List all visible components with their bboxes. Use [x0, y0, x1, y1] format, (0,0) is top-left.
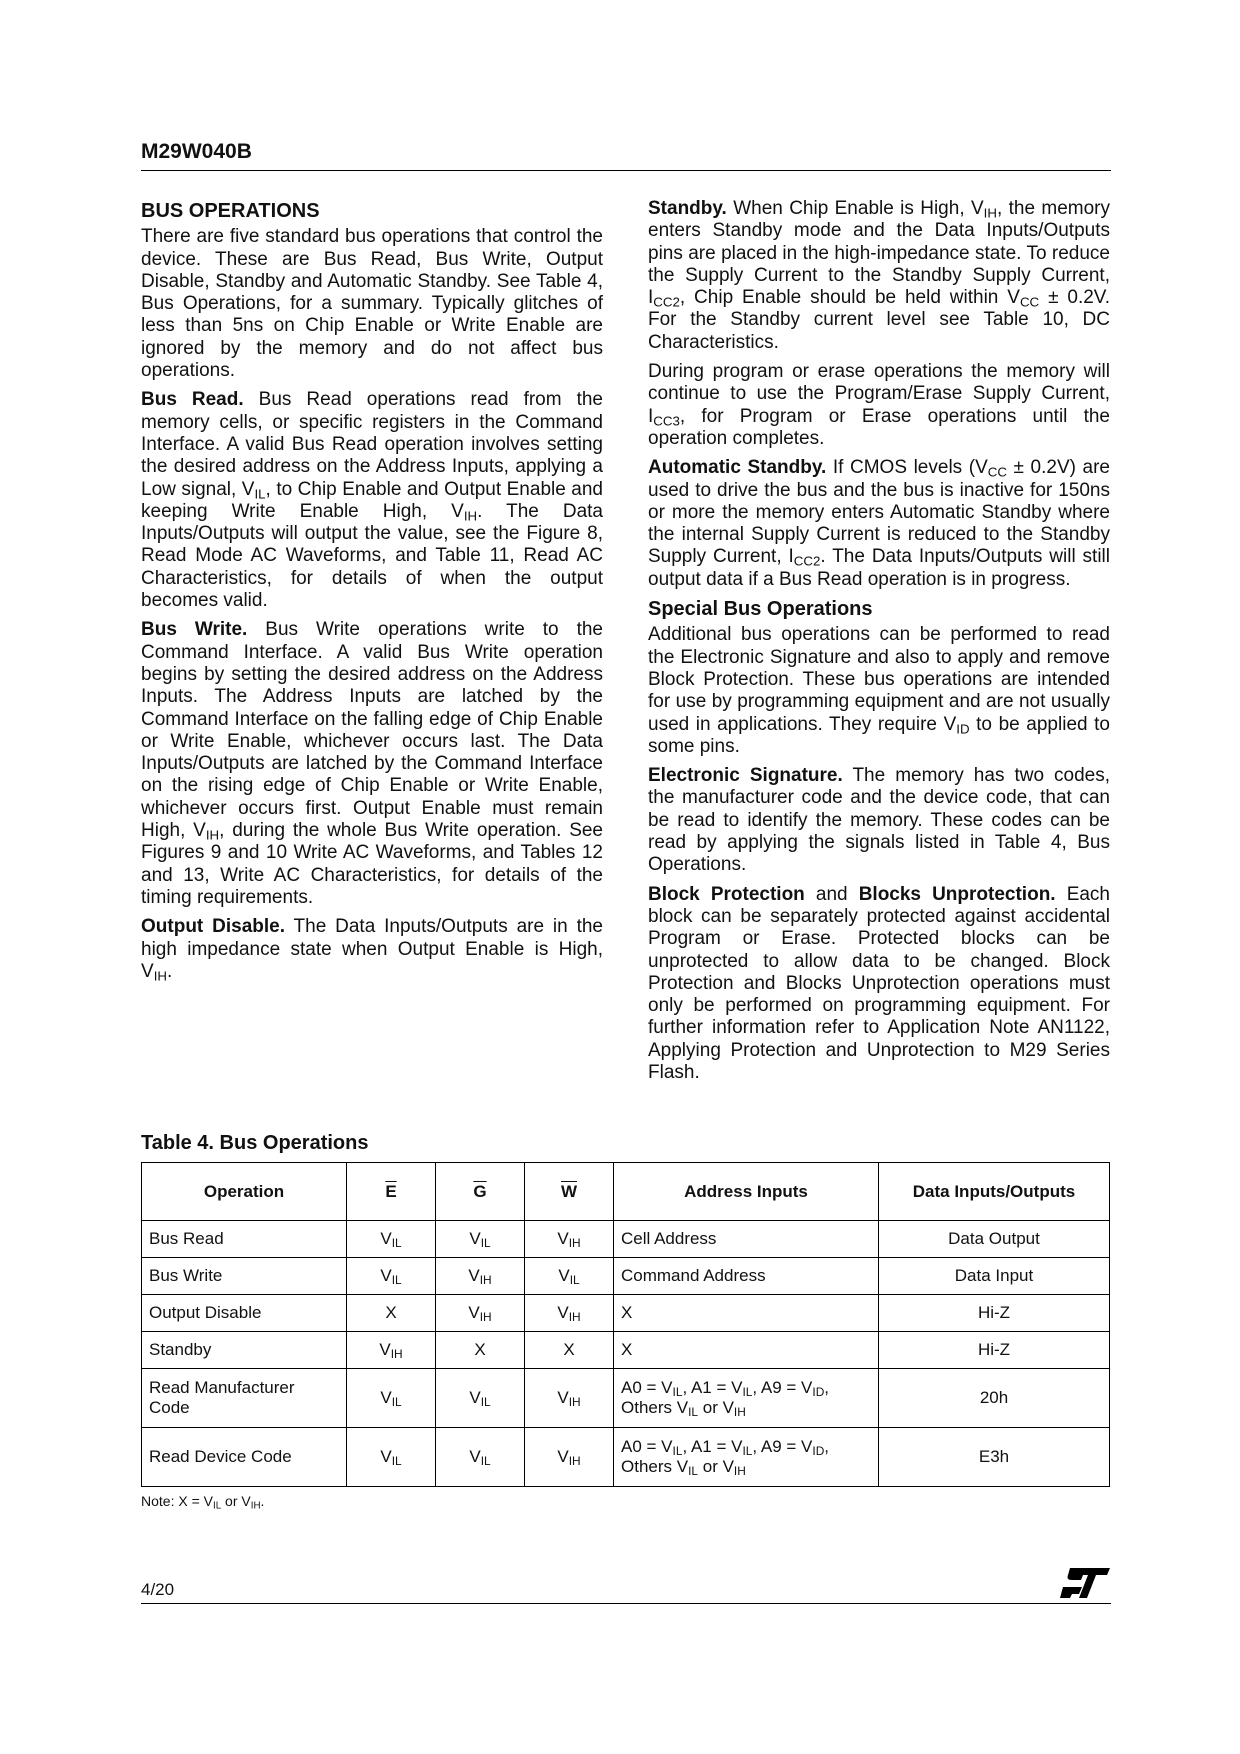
cell-g: $V_{IL}$: [436, 1369, 525, 1428]
col-header-g: $\overline{G}$: [436, 1163, 525, 1221]
cell-address: $A0 = V_{IL}$, $A1 = V_{IL}$, $A9 = V_{ID}$, Others $V_{IL}$ or $V_{IH}$: [614, 1369, 879, 1428]
cell-g: $V_{IL}$: [436, 1221, 525, 1258]
table-header-row: [142, 1163, 1110, 1221]
document-title: M29W040B: [141, 140, 252, 163]
cell-e: $V_{IL}$: [347, 1258, 436, 1295]
col-header-data-io: Data Inputs/Outputs: [879, 1163, 1110, 1221]
cell-data: Data Input: [879, 1258, 1110, 1295]
cell-address: Command Address: [614, 1258, 879, 1295]
page-number: 4/20: [141, 1580, 175, 1599]
table-row: [142, 1295, 1110, 1332]
paragraph-intro: There are five standard bus operations that control the device. These are Bus Read, Bus Write, Output Disable, Standby and Automatic Standby. See Table 4, Bus Operations, for a summary. Typically glitches of less than 5ns on Chip Enable or Write Enable are ignored by the memory and do not affect bus operations.: [141, 226, 603, 382]
st-logo-icon: [1060, 1566, 1112, 1605]
cell-g: $V_{IL}$: [436, 1428, 525, 1487]
cell-operation: Read Manufacturer Code: [142, 1369, 347, 1428]
bus-operations-table: [141, 1162, 1110, 1487]
cell-e: $V_{IL}$: [347, 1369, 436, 1428]
table-row: [142, 1221, 1110, 1258]
left-column: [141, 198, 603, 990]
cell-e: X: [347, 1295, 436, 1332]
col-header-operation: Operation: [142, 1163, 347, 1221]
cell-e: $V_{IL}$: [347, 1221, 436, 1258]
paragraph-program-erase: During program or erase operations the memory will continue to use the Program/Erase Supply Current, $I_{CC3}$, for Program or Erase operations until the operation completes.: [648, 361, 1110, 449]
cell-data: Hi-Z: [879, 1332, 1110, 1369]
paragraph-special: Additional bus operations can be performed to read the Electronic Signature and also to apply and remove Block Protection. These bus operations are intended for use by programming equipment and are not usually used in applications. They require $V_{ID}$ to be applied to some pins.: [648, 624, 1111, 757]
paragraph-bus-read: Bus Read. Bus Read operations read from the memory cells, or specific registers in the Command Interface. A valid Bus Read operation involves setting the desired address on the Address Inputs, applying a Low signal, $V_{IL}$, to Chip Enable and Output Enable and keeping Write Enable High, $V_{IH}$. The Data Inputs/Outputs will output the value, see the Figure 8, Read Mode AC Waveforms, and Table 11, Read AC Characteristics, for details of when the output becomes valid.: [141, 389, 603, 612]
table-row: [142, 1428, 1110, 1487]
table-row: [142, 1258, 1110, 1295]
paragraph-output-disable: Output Disable. The Data Inputs/Outputs are in the high impedance state when Output Enable is High, $V_{IH}$.: [141, 916, 603, 984]
cell-w: $V_{IL}$: [525, 1258, 614, 1295]
cell-address: Cell Address: [614, 1221, 879, 1258]
paragraph-block-protection: Block Protection and Blocks Unprotection. Each block can be separately protected against accidental Program or Erase. Protected blocks can be unprotected to allow data to be changed. Block Protection and Blocks Unprotection operations must only be performed on programming equipment. For further information refer to Application Note AN1122, Applying Protection and Unprotection to M29 Series Flash.: [648, 883, 1110, 1083]
cell-w: $V_{IH}$: [525, 1428, 614, 1487]
cell-w: $V_{IH}$: [525, 1369, 614, 1428]
cell-e: $V_{IL}$: [347, 1428, 436, 1487]
header-rule: [141, 170, 1111, 171]
cell-w: $V_{IH}$: [525, 1221, 614, 1258]
col-header-address-inputs: Address Inputs: [614, 1163, 879, 1221]
cell-address: X: [614, 1295, 879, 1332]
col-header-w: $\overline{W}$: [525, 1163, 614, 1221]
cell-g: $V_{IH}$: [436, 1258, 525, 1295]
cell-data: 20h: [879, 1369, 1110, 1428]
col-header-e: $\overline{E}$: [347, 1163, 436, 1221]
paragraph-automatic-standby: Automatic Standby. If CMOS levels $(V_{CC} \pm 0.2V)$ are used to drive the bus and the bus is inactive for 150ns or more the memory enters Automatic Standby where the internal Supply Current is reduced to the Standby Supply Current, $I_{CC2}$. The Data Inputs/Outputs will still output data if a Bus Read operation is in progress.: [648, 457, 1111, 590]
cell-w: X: [525, 1332, 614, 1369]
cell-operation: Standby: [142, 1332, 347, 1369]
cell-data: E3h: [879, 1428, 1110, 1487]
paragraph-electronic-signature: Electronic Signature. The memory has two codes, the manufacturer code and the device code, that can be read to identify the memory. These codes can be read by applying the signals listed in Table 4, Bus Operations.: [648, 765, 1110, 876]
table-row: [142, 1369, 1110, 1428]
cell-address: X: [614, 1332, 879, 1369]
section-heading-bus-operations: BUS OPERATIONS: [141, 200, 320, 222]
cell-address: $A0 = V_{IL}$, $A1 = V_{IL}$, $A9 = V_{ID}$, Others $V_{IL}$ or $V_{IH}$: [614, 1428, 879, 1487]
cell-g: X: [436, 1332, 525, 1369]
table-note: Note: $X = V_{IL}$ or $V_{IH}$.: [141, 1493, 265, 1512]
right-column: [648, 198, 1110, 1091]
section-heading-special-bus-operations: Special Bus Operations: [648, 598, 873, 621]
footer-rule: [141, 1603, 1111, 1604]
cell-operation: Bus Write: [142, 1258, 347, 1295]
cell-e: $V_{IH}$: [347, 1332, 436, 1369]
table-row: [142, 1332, 1110, 1369]
cell-data: Data Output: [879, 1221, 1110, 1258]
cell-operation: Read Device Code: [142, 1428, 347, 1487]
cell-g: $V_{IH}$: [436, 1295, 525, 1332]
cell-w: $V_{IH}$: [525, 1295, 614, 1332]
cell-data: Hi-Z: [879, 1295, 1110, 1332]
cell-operation: Output Disable: [142, 1295, 347, 1332]
paragraph-standby: Standby. When Chip Enable is High, $V_{IH}$, the memory enters Standby mode and the Data Inputs/Outputs pins are placed in the high-impedance state. To reduce the Supply Current to the Standby Supply Current, $I_{CC2}$, Chip Enable should be held within $V_{CC} \pm 0.2V$. For the Standby current level see Table 10, DC Characteristics.: [648, 198, 1111, 353]
cell-operation: Bus Read: [142, 1221, 347, 1258]
table-caption: Table 4. Bus Operations: [141, 1132, 369, 1154]
paragraph-bus-write: Bus Write. Bus Write operations write to the Command Interface. A valid Bus Write operation begins by setting the desired address on the Address Inputs. The Address Inputs are latched by the Command Interface on the falling edge of Chip Enable or Write Enable, whichever occurs last. The Data Inputs/Outputs are latched by the Command Interface on the rising edge of Chip Enable or Write Enable, whichever occurs first. Output Enable must remain High, $V_{IH}$, during the whole Bus Write operation. See Figures 9 and 10 Write AC Waveforms, and Tables 12 and 13, Write AC Characteristics, for details of the timing requirements.: [141, 619, 604, 908]
